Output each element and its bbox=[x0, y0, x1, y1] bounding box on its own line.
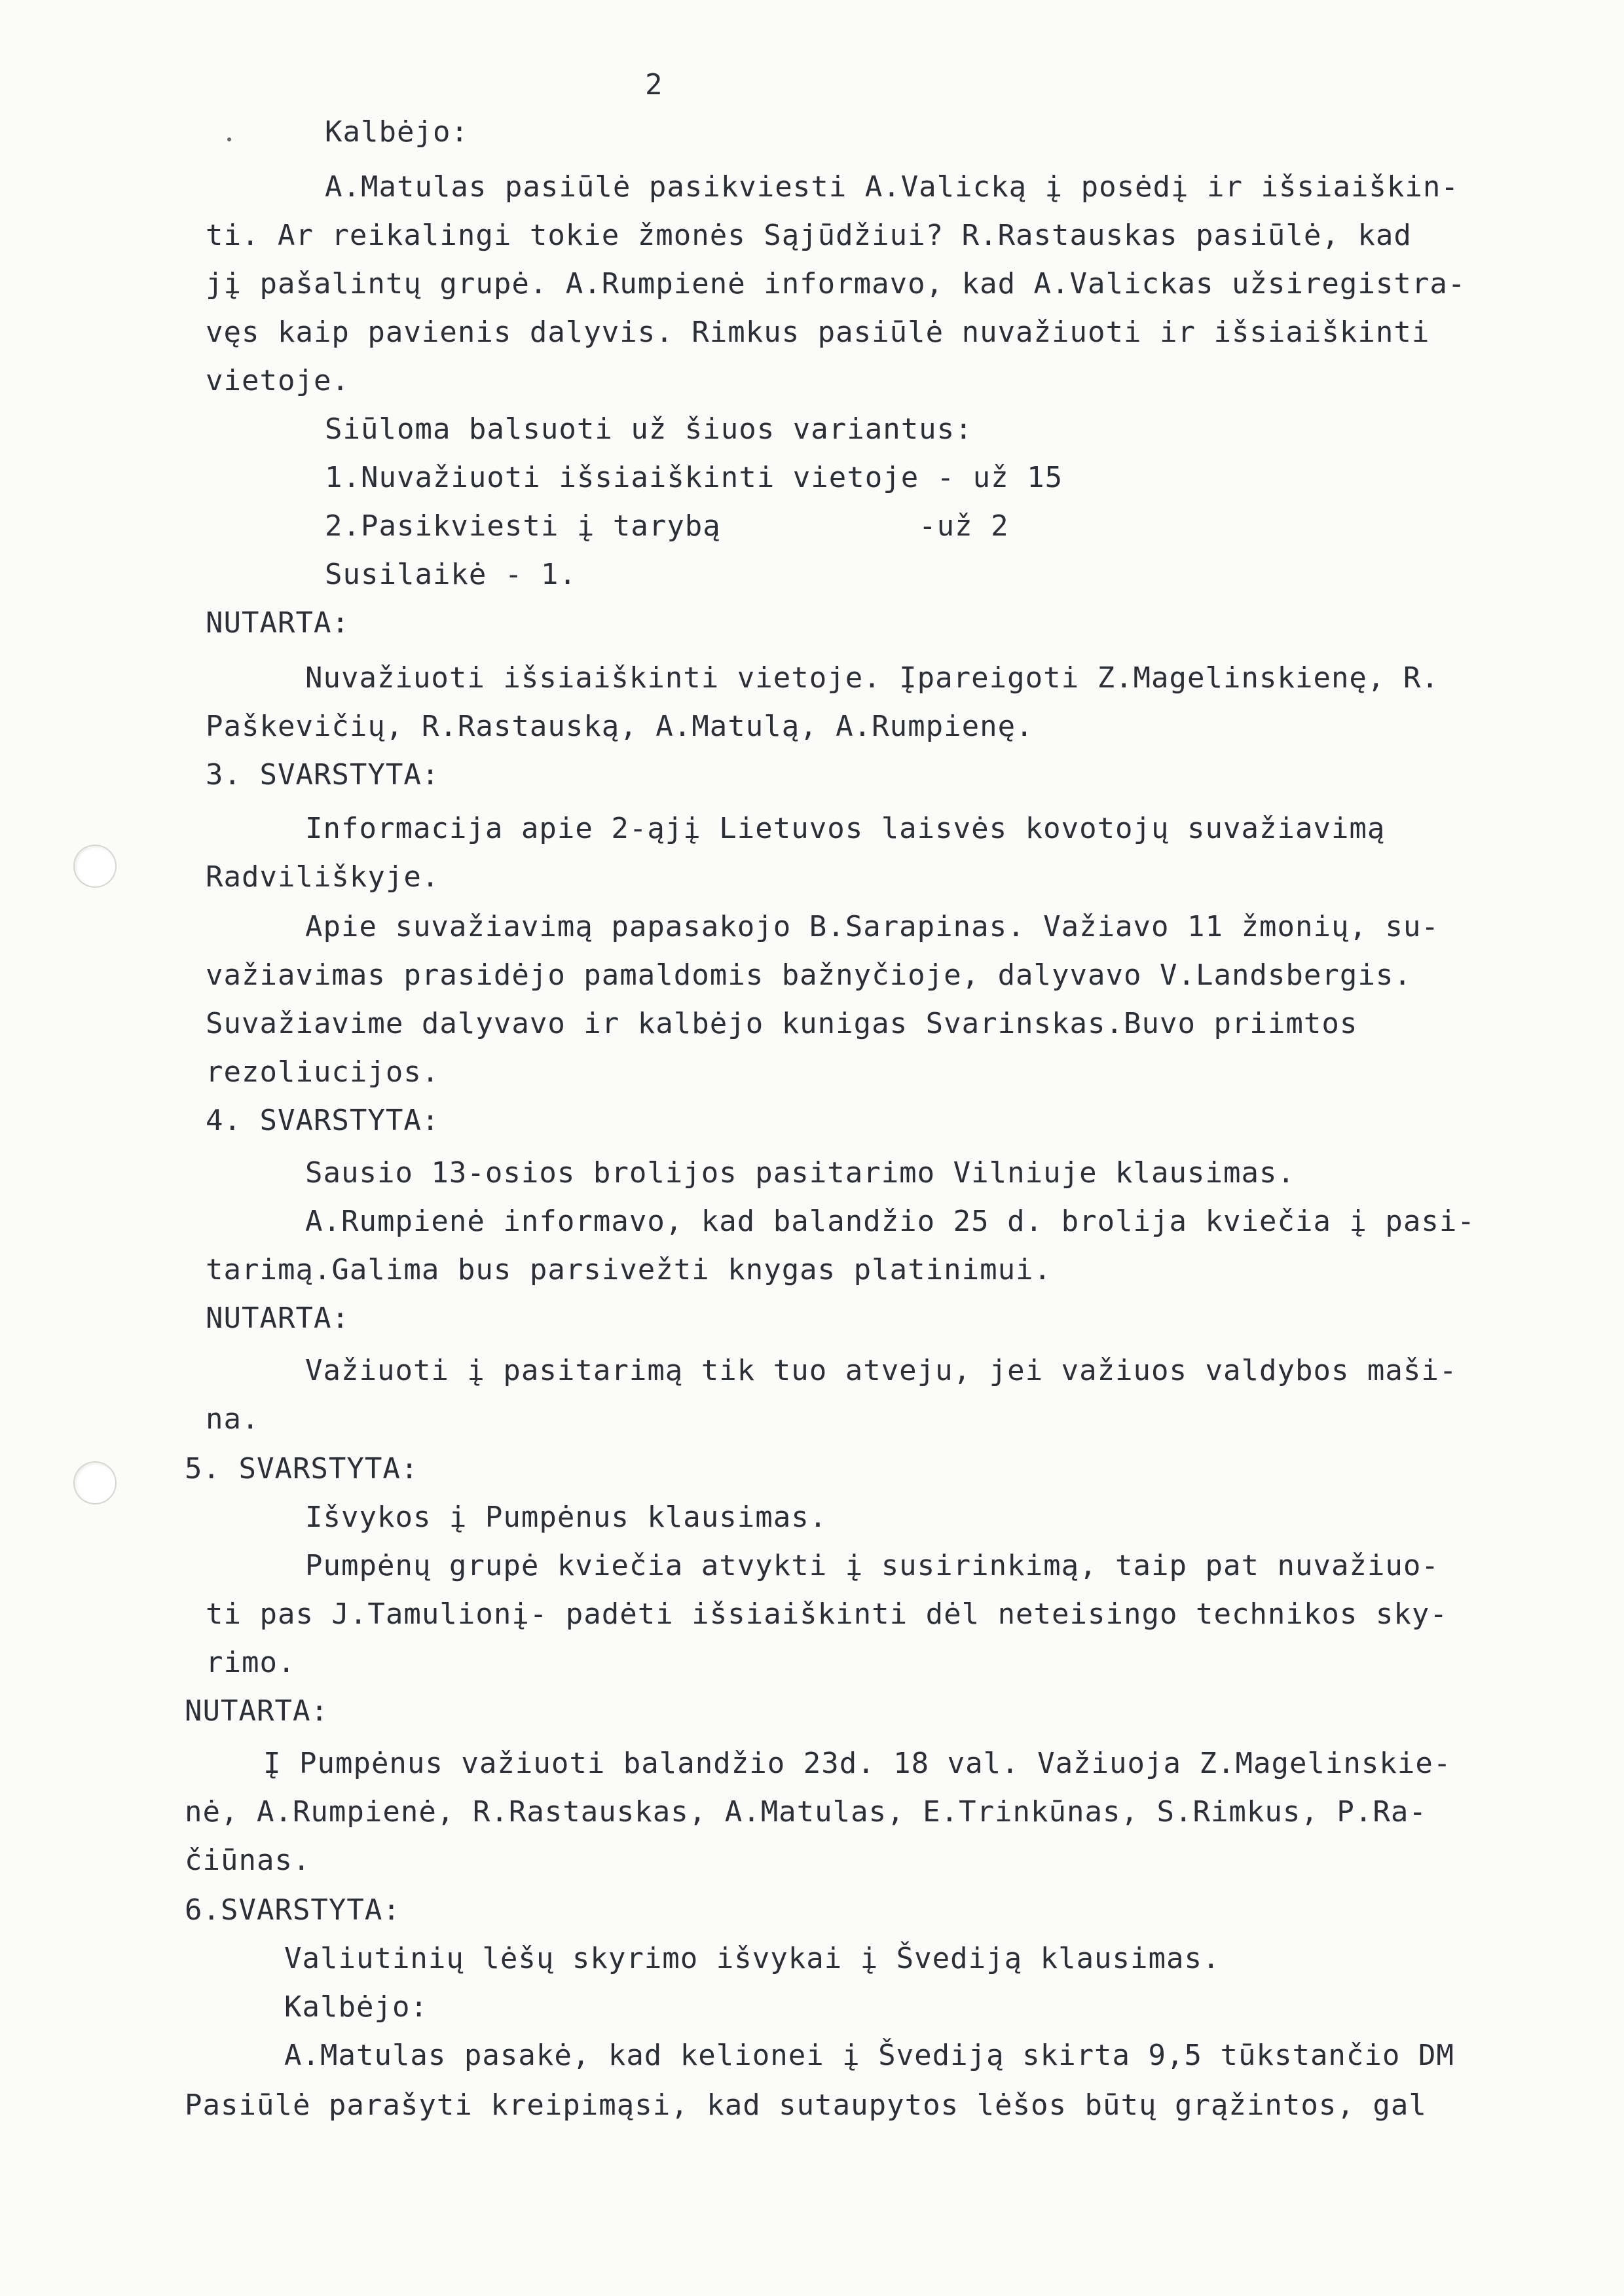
text-line: Radviliškyje. bbox=[206, 860, 440, 894]
text-line: nė, A.Rumpienė, R.Rastauskas, A.Matulas, E.Trinkūnas, S.Rimkus, P.Ra- bbox=[185, 1795, 1427, 1829]
text-line: tarimą.Galima bus parsivežti knygas platinimui. bbox=[206, 1253, 1052, 1286]
text-line: vęs kaip pavienis dalyvis. Rimkus pasiūlė nuvažiuoti ir išsiaiškinti bbox=[206, 316, 1430, 349]
text-line: Kalbėjo: bbox=[284, 1990, 428, 2024]
section-heading: NUTARTA: bbox=[185, 1694, 329, 1728]
text-line: Pumpėnų grupė kviečia atvykti į susirinkimą, taip pat nuvažiuo- bbox=[305, 1549, 1439, 1582]
text-line: Suvažiavime dalyvavo ir kalbėjo kunigas Svarinskas.Buvo priimtos bbox=[206, 1007, 1358, 1040]
text-line: čiūnas. bbox=[185, 1844, 311, 1877]
text-line: Į Pumpėnus važiuoti balandžio 23d. 18 val. Važiuoja Z.Magelinskie- bbox=[263, 1747, 1452, 1780]
text-line: Važiuoti į pasitarimą tik tuo atveju, jei važiuos valdybos maši- bbox=[305, 1354, 1458, 1387]
text-line: Išvykos į Pumpėnus klausimas. bbox=[305, 1501, 828, 1534]
punch-hole-bottom bbox=[73, 1461, 117, 1504]
text-line: rimo. bbox=[206, 1646, 296, 1679]
text-line: Nuvažiuoti išsiaiškinti vietoje. Įpareigoti Z.Magelinskienę, R. bbox=[305, 661, 1439, 695]
text-line: 1.Nuvažiuoti išsiaiškinti vietoje - už 15 bbox=[325, 461, 1063, 494]
text-line: Apie suvažiavimą papasakojo B.Sarapinas. Važiavo 11 žmonių, su- bbox=[305, 910, 1439, 943]
text-line: Pasiūlė parašyti kreipimąsi, kad sutaupytos lėšos būtų grąžintos, gal bbox=[185, 2088, 1427, 2122]
text-line: Susilaikė - 1. bbox=[325, 558, 577, 591]
section-heading: 5. SVARSTYTA: bbox=[185, 1452, 419, 1485]
text-line: ti. Ar reikalingi tokie žmonės Sąjūdžiui? R.Rastauskas pasiūlė, kad bbox=[206, 219, 1412, 252]
text-line: Kalbėjo: bbox=[325, 115, 469, 149]
text-line: ti pas J.Tamulionį- padėti išsiaiškinti dėl neteisingo technikos sky- bbox=[206, 1597, 1448, 1631]
text-line: vietoje. bbox=[206, 364, 350, 397]
punch-hole-top bbox=[73, 845, 117, 888]
section-heading: 6.SVARSTYTA: bbox=[185, 1893, 401, 1927]
page-number: 2 bbox=[645, 68, 663, 101]
section-heading: NUTARTA: bbox=[206, 606, 350, 640]
text-line: jį pašalintų grupė. A.Rumpienė informavo, kad A.Valickas užsiregistra- bbox=[206, 267, 1466, 301]
text-line: 2.Pasikviesti į tarybą -už 2 bbox=[325, 509, 1009, 543]
text-line: Paškevičių, R.Rastauską, A.Matulą, A.Rumpienę. bbox=[206, 710, 1034, 743]
section-heading: 4. SVARSTYTA: bbox=[206, 1104, 440, 1137]
section-heading: NUTARTA: bbox=[206, 1302, 350, 1335]
text-line: Valiutinių lėšų skyrimo išvykai į Švediją klausimas. bbox=[284, 1942, 1221, 1975]
speck bbox=[227, 137, 231, 141]
text-line: na. bbox=[206, 1402, 260, 1436]
text-line: važiavimas prasidėjo pamaldomis bažnyčioje, dalyvavo V.Landsbergis. bbox=[206, 958, 1412, 992]
section-heading: 3. SVARSTYTA: bbox=[206, 758, 440, 792]
text-line: A.Matulas pasakė, kad kelionei į Švediją skirta 9,5 tūkstančio DM bbox=[284, 2039, 1454, 2072]
text-line: A.Matulas pasiūlė pasikviesti A.Valicką į posėdį ir išsiaiškin- bbox=[325, 170, 1459, 204]
text-line: rezoliucijos. bbox=[206, 1055, 440, 1089]
text-line: Informacija apie 2-ąjį Lietuvos laisvės kovotojų suvažiavimą bbox=[305, 812, 1386, 845]
text-line: Sausio 13-osios brolijos pasitarimo Vilniuje klausimas. bbox=[305, 1156, 1295, 1190]
text-line: A.Rumpienė informavo, kad balandžio 25 d. brolija kviečia į pasi- bbox=[305, 1205, 1475, 1238]
text-line: Siūloma balsuoti už šiuos variantus: bbox=[325, 412, 973, 446]
